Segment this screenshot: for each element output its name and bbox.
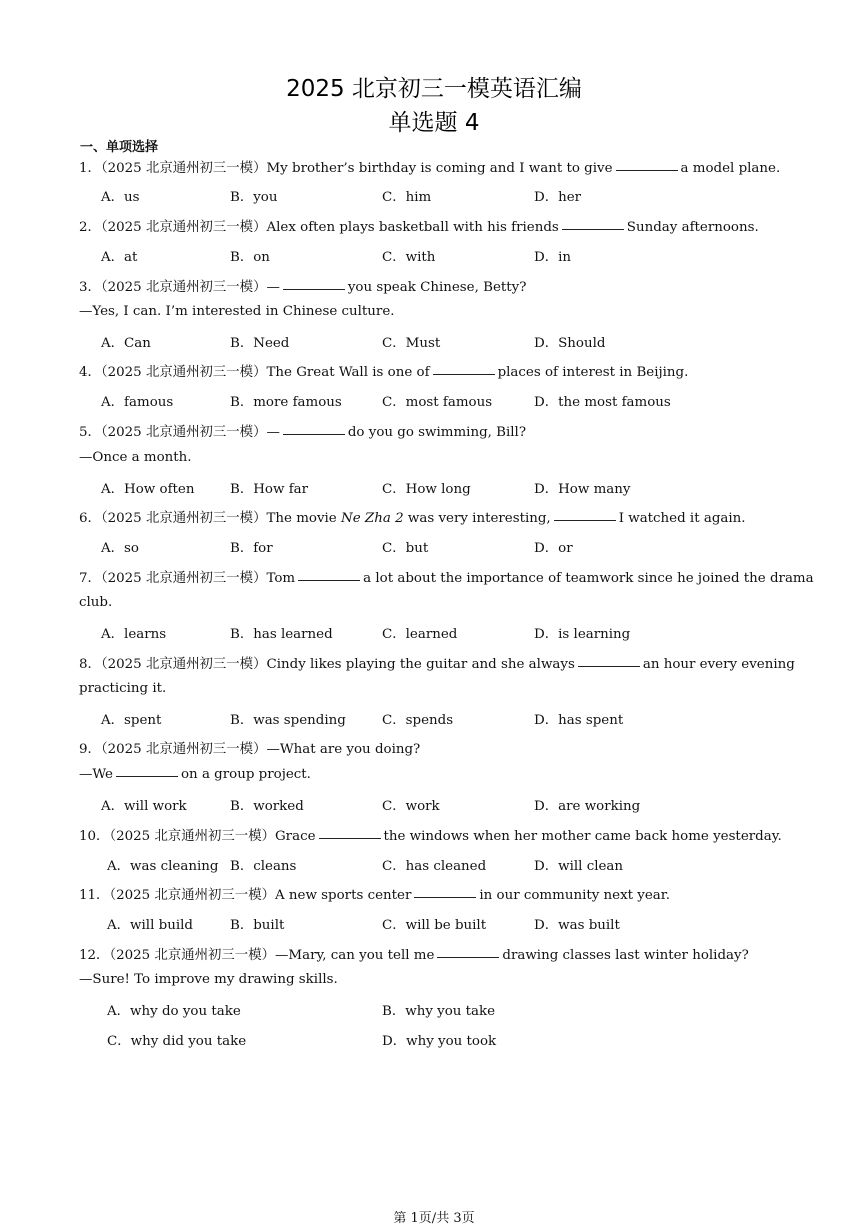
option-a: A．so xyxy=(101,541,139,556)
option-c: C．learned xyxy=(382,627,458,642)
question-5 xyxy=(79,421,526,440)
question-number: 9． xyxy=(79,742,101,757)
question-text: was very interesting, xyxy=(407,511,551,526)
question-11 xyxy=(79,884,670,903)
option-d: D．was built xyxy=(534,918,620,933)
option-d: D．her xyxy=(534,190,582,205)
question-9-line-2 xyxy=(79,767,311,782)
option-c: C．has cleaned xyxy=(382,859,487,874)
question-source: （2025 北京通州初三一模） xyxy=(100,220,267,235)
option-b: B．built xyxy=(230,918,285,933)
question-12-line-2: —Sure! To improve my drawing skills. xyxy=(79,972,338,987)
option-c: C．work xyxy=(382,799,440,814)
option-a: A．famous xyxy=(101,395,174,410)
question-6 xyxy=(79,507,746,526)
question-source: （2025 北京通州初三一模） xyxy=(100,571,267,586)
question-text: Grace xyxy=(274,829,316,844)
option-b: B．worked xyxy=(230,799,304,814)
answer-blank xyxy=(433,373,495,375)
option-b: B．why you take xyxy=(382,1004,496,1019)
question-3 xyxy=(79,276,526,295)
option-b: B．for xyxy=(230,541,273,556)
question-text: The Great Wall is one of xyxy=(266,365,430,380)
question-number: 11． xyxy=(79,888,110,903)
question-text: on a group project. xyxy=(181,767,311,782)
option-d: D．is learning xyxy=(534,627,631,642)
option-d: D．why you took xyxy=(382,1034,497,1049)
question-source: （2025 北京通州初三一模） xyxy=(109,888,275,903)
question-source: （2025 北京通州初三一模） xyxy=(100,511,267,526)
question-source: （2025 北京通州初三一模） xyxy=(109,829,275,844)
document-subtitle: 单选题 4 xyxy=(388,110,480,136)
option-a: A．at xyxy=(101,250,138,265)
option-b: B．cleans xyxy=(230,859,297,874)
section-heading: 一、单项选择 xyxy=(80,140,159,155)
question-5-line-2: —Once a month. xyxy=(79,450,192,465)
question-text: —Mary, can you tell me xyxy=(274,948,435,963)
question-text: Tom xyxy=(266,571,296,586)
option-a: A．How often xyxy=(101,482,195,497)
answer-blank xyxy=(616,169,678,171)
option-c: C．him xyxy=(382,190,432,205)
question-text: Sunday afternoons. xyxy=(626,220,759,235)
option-d: D．will clean xyxy=(534,859,624,874)
page-footer: 第 1页/共 3页 xyxy=(393,1211,475,1226)
answer-blank xyxy=(283,288,345,290)
option-c: C．Must xyxy=(382,336,441,351)
question-text: Alex often plays basketball with his friends xyxy=(266,220,559,235)
question-text: drawing classes last winter holiday? xyxy=(502,948,749,963)
question-2 xyxy=(79,216,759,235)
option-b: B．How far xyxy=(230,482,309,497)
option-a: A．will work xyxy=(101,799,187,814)
option-b: B．on xyxy=(230,250,270,265)
question-number: 6． xyxy=(79,511,101,526)
option-b: B．you xyxy=(230,190,278,205)
option-d: D．in xyxy=(534,250,572,265)
question-8 xyxy=(79,653,795,672)
answer-blank xyxy=(283,433,345,435)
question-9 xyxy=(79,738,420,757)
movie-title: Ne Zha 2 xyxy=(341,511,404,526)
option-b: B．more famous xyxy=(230,395,342,410)
question-source: （2025 北京通州初三一模） xyxy=(100,161,267,176)
question-7-line-2: club. xyxy=(79,595,113,610)
question-text: in our community next year. xyxy=(479,888,670,903)
question-text: My brother’s birthday is coming and I want to give xyxy=(266,161,613,176)
option-c: C．with xyxy=(382,250,436,265)
question-text: the windows when her mother came back home yesterday. xyxy=(383,829,782,844)
question-number: 1． xyxy=(79,161,101,176)
question-text: an hour every evening xyxy=(642,657,795,672)
question-source: （2025 北京通州初三一模） xyxy=(100,742,267,757)
option-a: A．learns xyxy=(101,627,167,642)
option-c: C．spends xyxy=(382,713,454,728)
option-d: D．the most famous xyxy=(534,395,671,410)
question-text: Cindy likes playing the guitar and she always xyxy=(266,657,575,672)
question-12 xyxy=(79,944,749,963)
answer-blank xyxy=(298,579,360,581)
question-4 xyxy=(79,361,688,380)
question-source: （2025 北京通州初三一模） xyxy=(100,365,267,380)
option-d: D．Should xyxy=(534,336,606,351)
option-a: A．Can xyxy=(101,336,151,351)
question-10 xyxy=(79,825,782,844)
question-8-line-2: practicing it. xyxy=(79,681,167,696)
answer-blank xyxy=(562,228,624,230)
question-text: —What are you doing? xyxy=(266,742,421,757)
option-c: C．but xyxy=(382,541,429,556)
question-text: I watched it again. xyxy=(618,511,746,526)
answer-blank xyxy=(319,837,381,839)
question-text: The movie xyxy=(266,511,337,526)
question-text: places of interest in Beijing. xyxy=(497,365,689,380)
option-c: C．why did you take xyxy=(107,1034,247,1049)
answer-blank xyxy=(437,956,499,958)
question-text: a model plane. xyxy=(680,161,781,176)
question-text: — xyxy=(266,280,280,295)
question-text: — xyxy=(266,425,280,440)
question-text: a lot about the importance of teamwork since he joined the drama xyxy=(363,571,814,586)
question-number: 4． xyxy=(79,365,101,380)
option-c: C．will be built xyxy=(382,918,487,933)
question-number: 12． xyxy=(79,948,110,963)
question-source: （2025 北京通州初三一模） xyxy=(100,657,267,672)
option-d: D．How many xyxy=(534,482,631,497)
question-number: 10． xyxy=(79,829,110,844)
question-7 xyxy=(79,567,814,586)
option-a: A．will build xyxy=(107,918,193,933)
question-3-line-2: —Yes, I can. I’m interested in Chinese culture. xyxy=(79,304,395,319)
option-d: D．has spent xyxy=(534,713,624,728)
option-a: A．why do you take xyxy=(107,1004,241,1019)
document-title: 2025 北京初三一模英语汇编 xyxy=(286,76,582,102)
question-source: （2025 北京通州初三一模） xyxy=(100,425,267,440)
question-1 xyxy=(79,157,780,176)
option-d: D．or xyxy=(534,541,573,556)
option-c: C．most famous xyxy=(382,395,493,410)
question-number: 5． xyxy=(79,425,101,440)
option-c: C．How long xyxy=(382,482,471,497)
answer-blank xyxy=(578,665,640,667)
option-a: A．spent xyxy=(101,713,162,728)
question-text: A new sports center xyxy=(274,888,412,903)
option-b: B．has learned xyxy=(230,627,333,642)
option-a: A．was cleaning xyxy=(107,859,219,874)
question-number: 2． xyxy=(79,220,101,235)
question-number: 7． xyxy=(79,571,101,586)
answer-blank xyxy=(414,896,476,898)
option-d: D．are working xyxy=(534,799,641,814)
question-source: （2025 北京通州初三一模） xyxy=(109,948,275,963)
answer-blank xyxy=(554,519,616,521)
question-text: do you go swimming, Bill? xyxy=(347,425,527,440)
question-text: you speak Chinese, Betty? xyxy=(347,280,527,295)
option-b: B．was spending xyxy=(230,713,346,728)
question-number: 3． xyxy=(79,280,101,295)
question-text: —We xyxy=(79,767,113,782)
answer-blank xyxy=(116,775,178,777)
question-number: 8． xyxy=(79,657,101,672)
question-source: （2025 北京通州初三一模） xyxy=(100,280,267,295)
option-b: B．Need xyxy=(230,336,290,351)
option-a: A．us xyxy=(101,190,140,205)
